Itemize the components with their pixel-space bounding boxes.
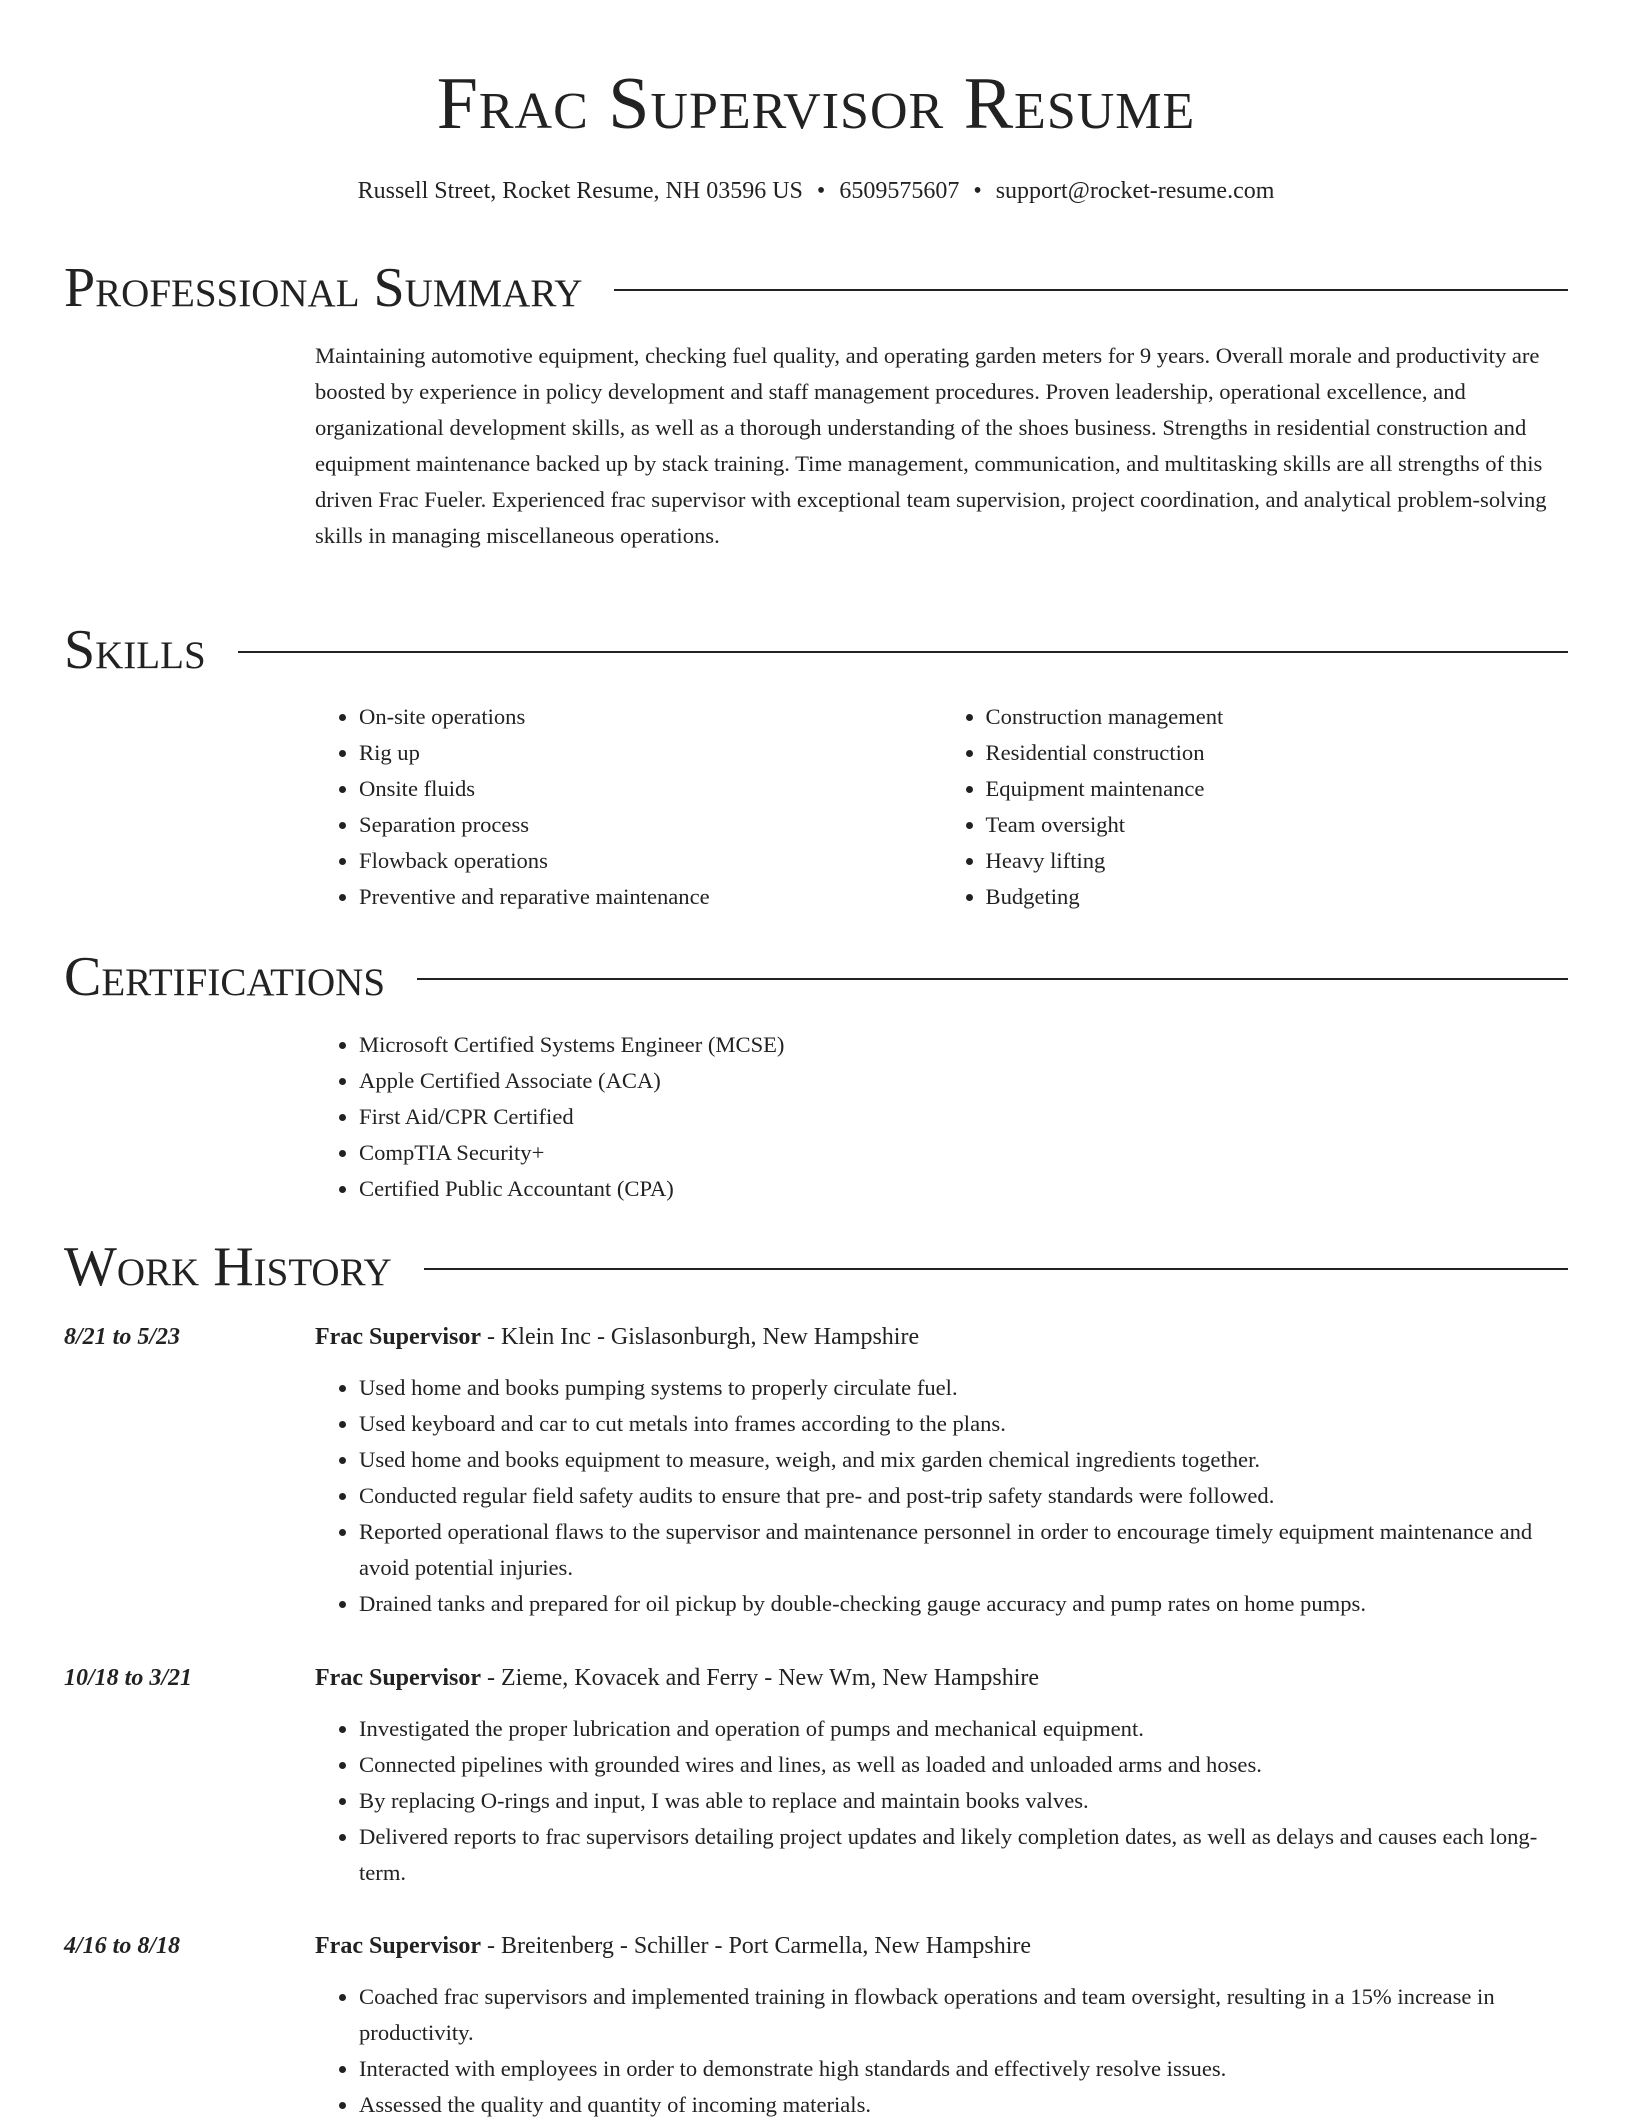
section-header-summary: [64, 256, 1568, 320]
separator: •: [973, 178, 982, 204]
job-dates: 4/16 to 8/18: [64, 1933, 181, 1959]
job-dates: 10/18 to 3/21: [64, 1665, 193, 1691]
section-title: Work History: [64, 1236, 392, 1298]
duty-item: • Coached frac supervisors and implemented training in flowback operations and team oversight, resulting in a 15% increase in productivity.: [359, 1979, 1568, 2051]
duty-item: • Investigated the proper lubrication and operation of pumps and mechanical equipment.: [359, 1711, 1568, 1747]
duty-item: • Reported operational flaws to the supervisor and maintenance personnel in order to encourage timely equipment maintenance and avoid potential injuries.: [359, 1514, 1568, 1586]
contact-line: [64, 174, 1568, 208]
skill-item: • On-site operations: [359, 699, 942, 735]
phone: 6509575607: [839, 178, 960, 204]
section-header-work-history: [64, 1235, 1568, 1299]
summary-text: Maintaining automotive equipment, checking fuel quality, and operating garden meters for 9 years. Overall morale and productivity are boosted by experience in policy development and staff management procedures. Proven leadership, operational excellence, and organizational development skills, as well as a thorough understanding of the shoes business. Strengths in residential construction and equipment maintenance backed up by stack training. Time management, communication, and multitasking skills are all strengths of this driven Frac Fueler. Experienced frac supervisor with exceptional team supervision, project coordination, and analytical problem-solving skills in managing miscellaneous operations.: [315, 343, 1547, 548]
section-title: Certifications: [64, 946, 386, 1008]
skill-item: • Preventive and reparative maintenance: [359, 879, 942, 915]
skill-item: • Separation process: [359, 807, 942, 843]
skill-item: • Onsite fluids: [359, 771, 942, 807]
section-title: Skills: [64, 619, 206, 681]
job-duties: [315, 1370, 1568, 1622]
certification-item: • Certified Public Accountant (CPA): [359, 1171, 1568, 1207]
duty-item: • Drained tanks and prepared for oil pickup by double-checking gauge accuracy and pump rates on home pumps.: [359, 1586, 1568, 1622]
summary-block: [315, 338, 1568, 554]
job-title: Frac Supervisor: [315, 1665, 481, 1691]
job-employer: - Zieme, Kovacek and Ferry - New Wm, New Hampshire: [480, 1665, 1040, 1691]
skill-item: • Team oversight: [986, 807, 1569, 843]
job-title: Frac Supervisor: [315, 1933, 481, 1959]
section-divider: [238, 651, 1568, 653]
separator: •: [816, 178, 826, 204]
skill-item: • Heavy lifting: [986, 843, 1569, 879]
job-dates: 8/21 to 5/23: [64, 1324, 181, 1350]
section-divider: [614, 289, 1568, 291]
skill-item: • Rig up: [359, 735, 942, 771]
job-entry: [315, 1929, 1568, 2123]
skill-item: • Budgeting: [986, 879, 1569, 915]
certification-item: • Apple Certified Associate (ACA): [359, 1063, 1568, 1099]
job-duties: [315, 1979, 1568, 2123]
duty-item: • Connected pipelines with grounded wires and lines, as well as loaded and unloaded arms and hoses.: [359, 1747, 1568, 1783]
skills-block: [315, 699, 1568, 915]
section-title: Professional Summary: [64, 257, 583, 319]
section-divider: [417, 978, 1568, 980]
skills-list-right: [942, 699, 1569, 915]
skill-item: • Residential construction: [986, 735, 1569, 771]
address: Russell Street, Rocket Resume, NH 03596 US: [357, 178, 803, 204]
job-title: Frac Supervisor: [315, 1324, 481, 1350]
duty-item: • Delivered reports to frac supervisors detailing project updates and likely completion dates, as well as delays and causes each long-term.: [359, 1819, 1568, 1891]
skills-list-left: [315, 699, 942, 915]
email: support@rocket-resume.com: [995, 178, 1275, 204]
section-divider: [424, 1268, 1568, 1270]
job-heading: [315, 1320, 1568, 1354]
duty-item: • By replacing O-rings and input, I was able to replace and maintain books valves.: [359, 1783, 1568, 1819]
job-entry: [315, 1320, 1568, 1622]
skill-item: • Flowback operations: [359, 843, 942, 879]
job-entry: [315, 1661, 1568, 1891]
certifications-block: [315, 1027, 1568, 1207]
section-header-certifications: [64, 945, 1568, 1009]
duty-item: • Used keyboard and car to cut metals into frames according to the plans.: [359, 1406, 1568, 1442]
duty-item: • Assessed the quality and quantity of incoming materials.: [359, 2087, 1568, 2123]
section-header-skills: [64, 618, 1568, 682]
resume-title: Frac Supervisor Resume: [436, 63, 1196, 145]
skill-item: • Equipment maintenance: [986, 771, 1569, 807]
certification-item: • First Aid/CPR Certified: [359, 1099, 1568, 1135]
job-employer: - Breitenberg - Schiller - Port Carmella, New Hampshire: [480, 1933, 1032, 1959]
certification-item: • CompTIA Security+: [359, 1135, 1568, 1171]
job-heading: [315, 1929, 1568, 1963]
job-employer: - Klein Inc - Gislasonburgh, New Hampshire: [480, 1324, 920, 1350]
skill-item: • Construction management: [986, 699, 1569, 735]
duty-item: • Used home and books equipment to measure, weigh, and mix garden chemical ingredients together.: [359, 1442, 1568, 1478]
duty-item: • Conducted regular field safety audits to ensure that pre- and post-trip safety standards were followed.: [359, 1478, 1568, 1514]
certification-item: • Microsoft Certified Systems Engineer (MCSE): [359, 1027, 1568, 1063]
duty-item: • Interacted with employees in order to demonstrate high standards and effectively resolve issues.: [359, 2051, 1568, 2087]
job-heading: [315, 1661, 1568, 1695]
duty-item: • Used home and books pumping systems to properly circulate fuel.: [359, 1370, 1568, 1406]
certifications-list: [315, 1027, 1568, 1207]
job-duties: [315, 1711, 1568, 1891]
